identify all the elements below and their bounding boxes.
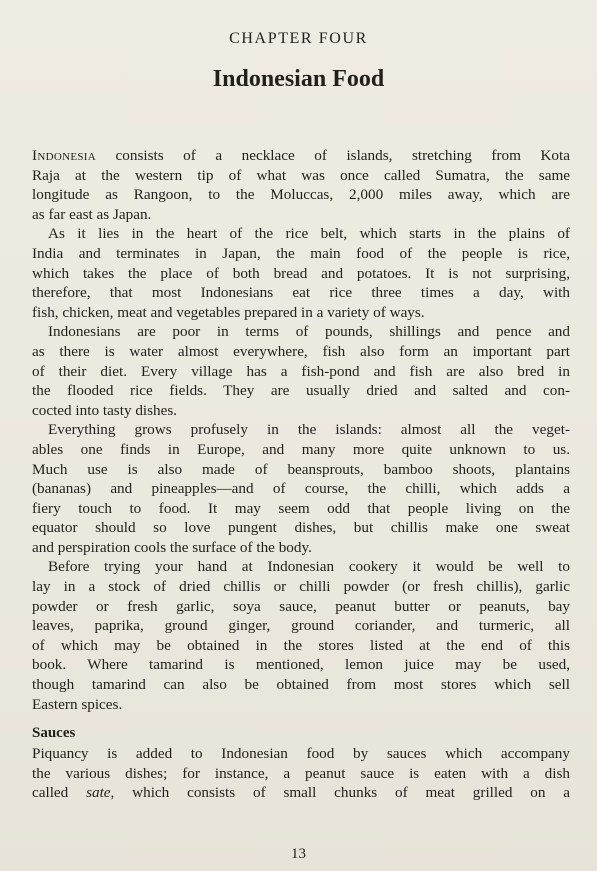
paragraph: [32, 224, 570, 322]
text-line: longitude as Rangoon, to the Moluccas, 2,000 miles away, which are: [32, 186, 570, 204]
text-line: As it lies in the heart of the rice belt, which starts in the plains of: [48, 225, 570, 243]
page-number: 13: [291, 846, 306, 862]
text-line: the flooded rice fields. They are usually dried and salted and con-: [32, 382, 570, 400]
text-line: leaves, paprika, ground ginger, ground coriander, and turmeric, all: [32, 617, 570, 635]
text-line: lay in a stock of dried chillis or chilli powder (or fresh chillis), garlic: [32, 578, 570, 596]
dish-name: sate: [86, 784, 111, 802]
text-line: of which may be obtained in the stores listed at the end of this: [32, 636, 570, 654]
text-line: though tamarind can also be obtained from most stores which sell: [32, 676, 570, 694]
text-line: the various dishes; for instance, a peanut sauce is eaten with a dish: [32, 764, 570, 782]
text-line: Before trying your hand at Indonesian cookery it would be well to: [48, 558, 570, 576]
text-line: therefore, that most Indonesians eat rice three times a day, with: [32, 284, 570, 302]
text-line: Indonesia consists of a necklace of islands, stretching from Kota: [32, 147, 570, 164]
chapter-title: Indonesian Food: [212, 66, 385, 92]
text-line: as there is water almost everywhere, fish also form an important part: [32, 342, 570, 360]
opening-word: Indonesia: [32, 147, 96, 164]
text-line: of their diet. Every village has a fish-pond and fish are also bred in: [32, 362, 570, 380]
text-line: as far east as Japan.: [32, 205, 152, 223]
text-line: fish, chicken, meat and vegetables prepared in a variety of ways.: [32, 303, 425, 321]
paragraph: [32, 420, 570, 557]
text-line: Raja at the western tip of what was once called Sumatra, the same: [32, 166, 570, 184]
paragraph: [32, 557, 570, 714]
text-line: Eastern spices.: [32, 695, 123, 713]
text-line: India and terminates in Japan, the main food of the people is rice,: [32, 244, 570, 262]
text-line: Everything grows profusely in the islands: almost all the veget-: [48, 421, 570, 439]
section-heading: Sauces: [32, 725, 76, 742]
text-line: called sate, which consists of small chunks of meat grilled on a: [32, 784, 570, 802]
text-line: equator should so love pungent dishes, but chillis make one sweat: [32, 519, 570, 537]
paragraph: [32, 322, 570, 420]
text-line: ables one finds in Europe, and many more quite unknown to us.: [32, 440, 570, 458]
text-line: which takes the place of both bread and potatoes. It is not surprising,: [32, 264, 570, 282]
text-line: Piquancy is added to Indonesian food by sauces which accompany: [32, 745, 570, 763]
text-line: cocted into tasty dishes.: [32, 401, 178, 419]
text-line: (bananas) and pineapples—and of course, the chilli, which adds a: [32, 480, 570, 498]
text-line: and perspiration cools the surface of the body.: [32, 538, 312, 556]
paragraph: [32, 146, 570, 224]
text-line: book. Where tamarind is mentioned, lemon juice may be used,: [32, 656, 570, 674]
text-line: fiery touch to food. It may seem odd that people living on the: [32, 499, 570, 517]
body-text: [32, 146, 570, 803]
text-line: Indonesians are poor in terms of pounds, shillings and pence and: [48, 323, 570, 341]
section-sauces: [32, 722, 570, 803]
chapter-label: CHAPTER FOUR: [229, 30, 368, 47]
text-line: Much use is also made of beansprouts, bamboo shoots, plantains: [32, 460, 570, 478]
text-line: powder or fresh garlic, soya sauce, peanut butter or peanuts, bay: [32, 597, 570, 615]
